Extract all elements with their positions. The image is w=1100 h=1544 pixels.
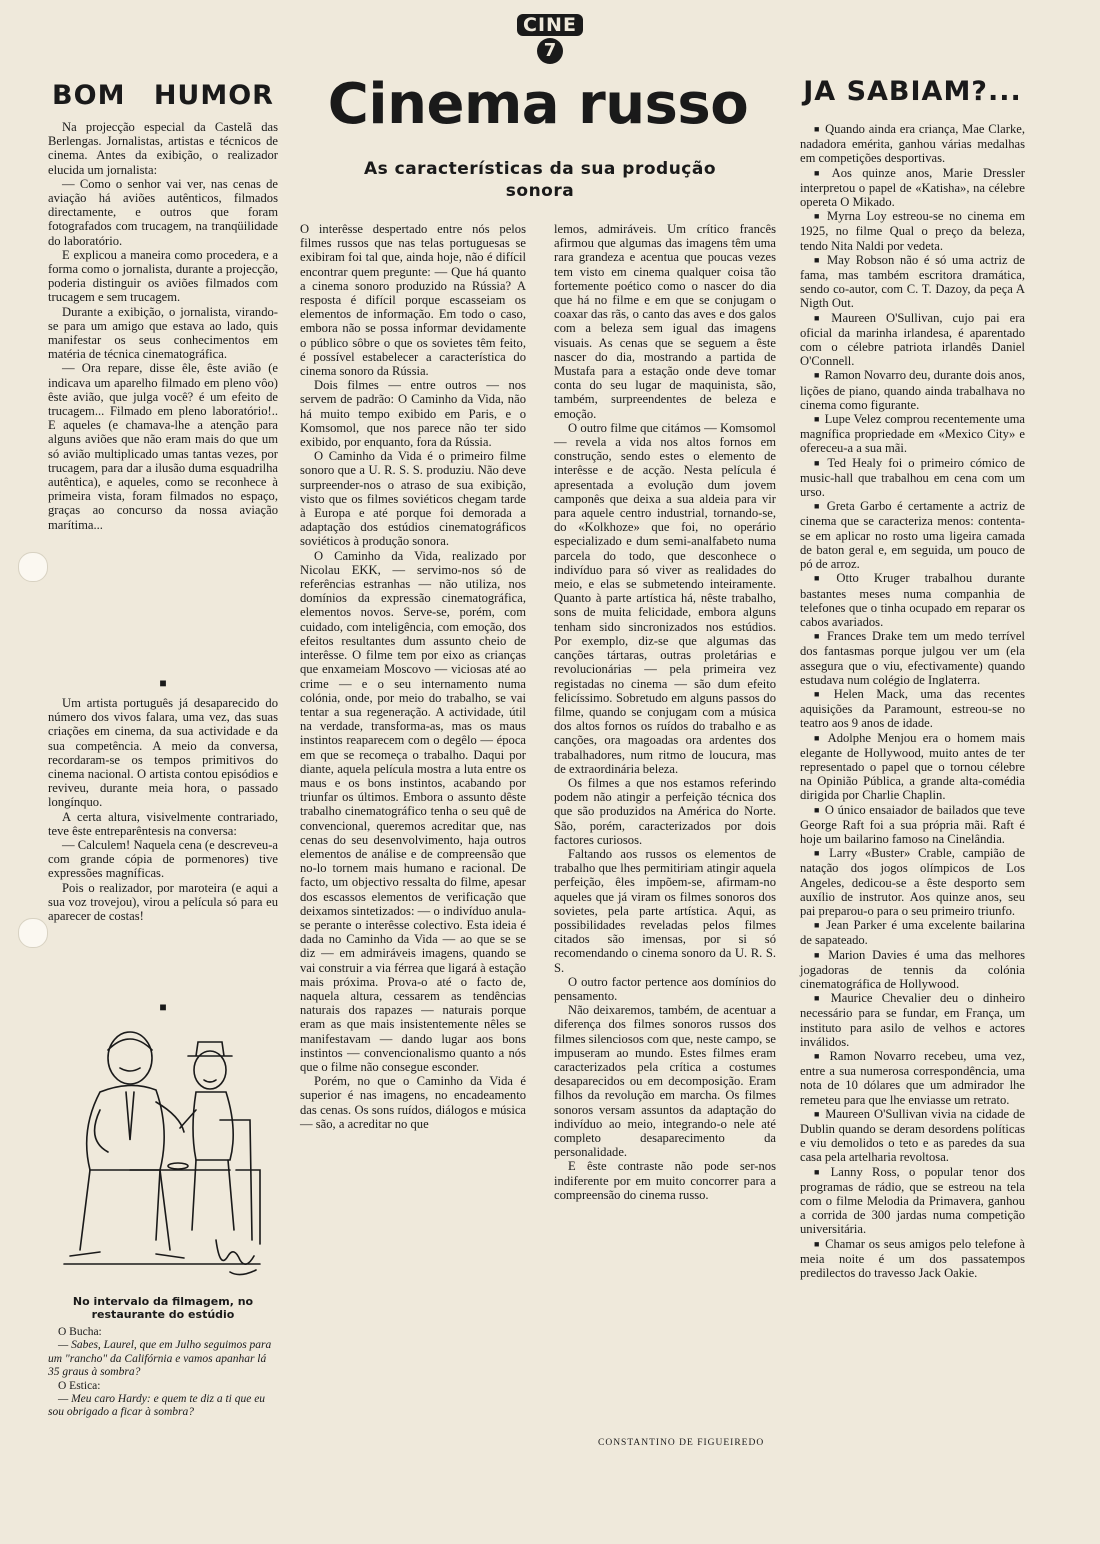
paragraph: Dois filmes — entre outros — nos servem de padrão: O Caminho da Vida, não há muito tempo exibido em Paris, e o Komsomol, que nos parece não ter sido exibido, por enquanto, fora da Rússia. [300, 378, 526, 450]
fact-item: ■ Otto Kruger trabalhou durante bastantes meses numa companhia de telefones que o tinha ocupado em reparar os cabos avariados. [800, 571, 1025, 629]
paragraph: Não deixaremos, também, de acentuar a diferença dos filmes sonoros russos dos filmes silenciosos com que, neste campo, se impuseram ao mundo. Estes filmes eram caracterizados pela crítica a costumes desaparecidos ou em decomposição. Eram filhos da revolução em marcha. Os filmes sonoros versam assuntos da adaptação do indivíduo ao meio, integrando-o nele até completo desaparecimento da personalidade. [554, 1003, 776, 1160]
ja-sabiam-heading: JA SABIAM?... [803, 76, 1022, 107]
paragraph: E explicou a maneira como procedera, e a forma como o jornalista, durante a projecção, poderia distinguir os aviões filmados com trucagem e sem trucagem. [48, 247, 278, 305]
dialog-line: — Sabes, Laurel, que em Julho seguimos para um "rancho" da Califórnia e vamos apanhar lá 35 graus à sombra? [48, 1339, 272, 1379]
fact-item: ■ Jean Parker é uma excelente bailarina de sapateado. [800, 918, 1025, 947]
fact-item: ■ Aos quinze anos, Marie Dressler interpretou o papel de «Katisha», na célebre opereta O Mikado. [800, 166, 1025, 210]
laurel-hardy-cartoon-illustration [60, 1020, 270, 1285]
fact-item: ■ Ted Healy foi o primeiro cómico de music-hall que trabalhou em cena com um urso. [800, 456, 1025, 500]
bom-humor-heading: BOM HUMOR [52, 80, 274, 111]
paragraph: Faltando aos russos os elementos de trabalho que lhes permitiriam atingir aquela perfeição, êles impõem-se, afirmam-no aqueles que já viram os filmes sonoros dos sovietes, pela parte artística. Aqui, as possibilidades reveladas pelos filmes citados são imensas, por si só recomendando o cinema sonoro da U. R. S. S. [554, 846, 776, 975]
separator-square-icon: ■ [159, 676, 167, 690]
paragraph: — Ora repare, disse êle, êste avião (e indicava um aparelho filmado em pleno vôo) êste avião, que julga você? é um efeito de trucagem... Filmado em pleno laboratório!.. E aqueles (e chamava-lhe a atenção para alguns aviões que não eram mais do que um só avião multiplicado umas tantas vezes, por trucagem, para dar a ilusão duma esquadrilha autêntica), e aqueles, como se reconhece à primeira vista, foram filmados no espaço, graças ao concurso da nossa aviação marítima... [48, 361, 278, 532]
punch-hole [18, 552, 48, 582]
fact-item: ■ Adolphe Menjou era o homem mais elegante de Hollywood, muito antes de ter representado o papel que o tornou célebre na Opinião Pública, a grande alta-comédia dirigida por Charlie Chaplin. [800, 731, 1025, 803]
fact-item: ■ Marion Davies é uma das melhores jogadoras de tennis da colónia cinematográfica de Hollywood. [800, 948, 1025, 992]
paragraph: Pois o realizador, por maroteira (e aqui a sua voz trovejou), virou a película só para eu aparecer de costas! [48, 880, 278, 924]
paragraph: Os filmes a que nos estamos referindo podem não atingir a perfeição técnica dos que são produzidos na América do Norte. São, porém, caracterizados por dois factores curiosos. [554, 775, 776, 847]
fact-item: ■ Greta Garbo é certamente a actriz de cinema que se caracteriza menos: contenta-se em aplicar no rosto uma ligeira camada de baton geral e, em seguida, um pouco de pó de arroz. [800, 499, 1025, 571]
fact-item: ■ Chamar os seus amigos pelo telefone à meia noite é um dos passatempos predilectos do travesso Jack Oakie. [800, 1237, 1025, 1281]
separator-square-icon: ■ [159, 1000, 167, 1014]
paragraph: A certa altura, visivelmente contrariado, teve êste entreparêntesis na conversa: [48, 809, 278, 838]
fact-item: ■ Quando ainda era criança, Mae Clarke, nadadora emérita, ganhou várias medalhas em competições desportivas. [800, 122, 1025, 166]
paragraph: — Como o senhor vai ver, nas cenas de aviação há aviões autênticos, filmados directamente, e outros que foram fotografados com trucagem, na tranqüilidade do laboratório. [48, 176, 278, 248]
paragraph: Um artista português já desaparecido do número dos vivos falara, uma vez, das suas criações em cinema, da sua actividade e da sua competência. A meio da conversa, recordaram-se os tempos primitivos do cinema nacional. O artista contou episódios e reviveu, durante meia hora, o passado longínquo. [48, 696, 278, 810]
paragraph: O outro filme que citámos — Komsomol — revela a vida nos altos fornos em construção, sendo estes o elemento de interêsse e de acção. Nesta película é apresentada a evolução dum jovem camponês que deixa a sua aldeia para vir para aquele centro industrial, tornando-se, do «Kolkhoze» que foi, no operário especializado e dum semi-analfabeto numa parcela do todo, que desconhece o indivíduo para só viver as realidades do meio, e elas se submetendo inteiramente. Quanto à parte artística há, nêste trabalho, sons de muita felicidade, embora alguns tenham sido sincronizados nos estúdios. Por exemplo, diz-se que algumas das canções tártaras, outras proletárias e revolucionárias — pela primeira vez registadas no cinema — são dum efeito felicíssimo. Sobretudo em alguns passos do filme, quando se conjugam com a música dos altos fornos os ruídos do trabalho e as canções, ora magoadas ora ardentes dos trabalhadores, num ritmo de loucura, mas de extraordinária beleza. [554, 420, 776, 776]
article-title: Cinema russo [327, 72, 749, 137]
fact-item: ■ Lupe Velez comprou recentemente uma magnífica propriedade em «Mexico City» e ofereceu-a a sua mãi. [800, 412, 1025, 456]
paragraph: E êste contraste não pode ser-nos indiferente por em muito concorrer para a compreensão do cinema russo. [554, 1159, 776, 1202]
ja-sabiam-list [800, 122, 1025, 1280]
bom-humor-story-2 [48, 696, 278, 923]
paragraph: Porém, no que o Caminho da Vida é superior é nas imagens, no encadeamento das cenas. Os sons ruídos, diálogos e música — são, a acreditar no que [300, 1074, 526, 1131]
paragraph: O Caminho da Vida, realizado por Nicolau EKK, — servimo-nos só de referências estranhas — não utiliza, nos domínios da expressão cinematográfica, elementos novos. Serve-se, porém, com cuidado, com inteligência, com emoção, dos efeitos resultantes dum assunto cheio de interêsse. O filme tem por eixo as crianças que enxameiam Moscovo — viciosas até ao crime — e o seu internamento numa colónia, onde, por meio do trabalho, se vai tentar a sua regeneração. A actividade, útil na verdade, transforma-as, mas os maus instintos reaparecem com o degêlo — época em que se recomeça o trabalho. Daqui por diante, aquela película mostra a luta entre os maus e os bons instintos, acabando por triunfar os últimos. Embora o assunto dêste trabalho cinematográfico tenha o seu quê de convencional, queremos acreditar que, nas cenas do seu desenvolvimento, haja outros elementos de análise e de compreensão que no-lo tornem mais humano e racional. De facto, um objectivo ressalta do filme, apesar dos escassos elementos de verificação que deixamos sintetizados: — o indivíduo anula-se perante o interêsse colectivo. Esta ideia é dada no Caminho da Vida — ao que se se diz — em admiráveis imagens, quando se vai construir a via férrea que ligará à estação mais próxima. Prova-o até o facto de, naquela altura, cessarem as tendências naturais dos rapazes — naturais porque eram as que mais insistentemente nêles se manifestavam — dando lugar aos bons instintos — convencionalismo quanto a nós que o filme não consegue esconder. [300, 548, 526, 1074]
article-signature: CONSTANTINO DE FIGUEIREDO [598, 1438, 765, 1448]
paragraph: O Caminho da Vida é o primeiro filme sonoro que a U. R. S. S. produziu. Não deve surpreender-nos o atraso de sua exibição, visto que os filmes soviéticos chegam tarde à Europa e até porque foi demorada a adaptação dos estúdios cinematográficos soviéticos à produção sonora. [300, 449, 526, 549]
speaker-label: O Estica: [58, 1379, 101, 1392]
fact-item: ■ Myrna Loy estreou-se no cinema em 1925, no filme Qual o preço da beleza, tendo Nita Naldi por vedeta. [800, 209, 1025, 253]
fact-item: ■ Ramon Novarro deu, durante dois anos, lições de piano, quando ainda trabalhava no cinema como figurante. [800, 368, 1025, 412]
masthead-title: CINE [517, 14, 583, 36]
fact-item: ■ Larry «Buster» Crable, campião de natação dos jogos olímpicos de Los Angeles, dedicou-se a êste desporto sem auxílio de instrutor. Aos quinze anos, seu pai preparou-o para o seu primeiro triunfo. [800, 846, 1025, 918]
speaker-label: O Bucha: [58, 1326, 102, 1338]
page-number: 7 [537, 38, 563, 64]
fact-item: ■ Ramon Novarro recebeu, uma vez, entre a sua numerosa correspondência, uma nota de 10 dólares que um admirador lhe remeteu para que lhe enviasse um retrato. [800, 1049, 1025, 1107]
paragraph: — Calculem! Naquela cena (e descreveu-a com grande cópia de pormenores) tive expressões magníficas. [48, 838, 278, 881]
article-column-1 [300, 222, 526, 1131]
punch-hole [18, 918, 48, 948]
paragraph: O outro factor pertence aos domínios do pensamento. [554, 974, 776, 1003]
fact-item: ■ Maureen O'Sullivan vivia na cidade de Dublin quando se deram desordens políticas e viu demolidos o teto e as paredes da sua casa pela artelharia revoltosa. [800, 1107, 1025, 1165]
cartoon-caption: No intervalo da filmagem, no restaurante do estúdio [72, 1295, 254, 1321]
paragraph: Na projecção especial da Castelã das Berlengas. Jornalistas, artistas e técnicos de cinema. Antes da exibição, o realizador elucida um jornalista: [48, 120, 278, 177]
paragraph: lemos, admiráveis. Um crítico francês afirmou que algumas das imagens têm uma rara grandeza e acentua que poucas vezes tem visto em cinema qualquer coisa tão fortemente poético como o nascer do dia que há no filme e em que se conjugam o coaxar das rãs, o canto das aves e dos galos com a beleza sem igual das imagens visuais. As cenas que se seguem a êste nascer do dia, mostrando a partida de Mustafa para a estação onde deve tomar conta do seu lugar de maquinista, são, também, surpreendentes de beleza e emoção. [554, 222, 776, 421]
fact-item: ■ May Robson não é só uma actriz de fama, mas também escritora dramática, sendo co-autor, com C. T. Dazoy, da peça A Nigth Out. [800, 253, 1025, 311]
fact-item: ■ Maureen O'Sullivan, cujo pai era oficial da marinha irlandesa, é aparentado com o célebre patriota irlandês Daniel O'Connell. [800, 311, 1025, 369]
bom-humor-story-1 [48, 120, 278, 532]
fact-item: ■ Lanny Ross, o popular tenor dos programas de rádio, que se estreou na tela com o filme Melodia da Primavera, ganhou a corrida de 300 jardas numa competição universitária. [800, 1165, 1025, 1237]
article-subtitle: As características da sua produção sonora [363, 159, 717, 201]
fact-item: ■ O único ensaiador de bailados que teve George Raft foi a sua própria mãi. Raft é hoje um bailarino famoso na Cinelândia. [800, 803, 1025, 847]
article-column-2 [554, 222, 776, 1202]
fact-item: ■ Frances Drake tem um medo terrível dos fantasmas porque julgou ver um (ela assegura que o viu, efectivamente) quando estudava num colégio de Inglaterra. [800, 629, 1025, 687]
paragraph: O interêsse despertado entre nós pelos filmes russos que nas telas portuguesas se exibiram foi tal que, ainda hoje, não é difícil encontrar quem pregunte: — Que há quanto a cinema sonoro produzido na Rússia? A resposta é difícil porque escasseiam os elementos de informação. Em todo o caso, embora não se possa informar devidamente o público sôbre o que os sovietes têm feito, é possível estabelecer a característica do cinema sonoro da Rússia. [300, 222, 526, 379]
dialog-line: — Meu caro Hardy: e quem te diz a ti que eu sou obrigado a ficar à sombra? [48, 1393, 266, 1419]
masthead [505, 14, 595, 64]
cartoon-dialog [48, 1326, 278, 1420]
paragraph: Durante a exibição, o jornalista, virando-se para um amigo que estava ao lado, quis manifestar os seus conhecimentos em matéria de técnica cinematográfica. [48, 304, 278, 362]
fact-item: ■ Helen Mack, uma das recentes aquisições da Paramount, estreou-se no teatro aos 9 anos de idade. [800, 687, 1025, 731]
fact-item: ■ Maurice Chevalier deu o dinheiro necessário para se fundar, em França, um instituto para asilo de velhos e actores inválidos. [800, 991, 1025, 1049]
